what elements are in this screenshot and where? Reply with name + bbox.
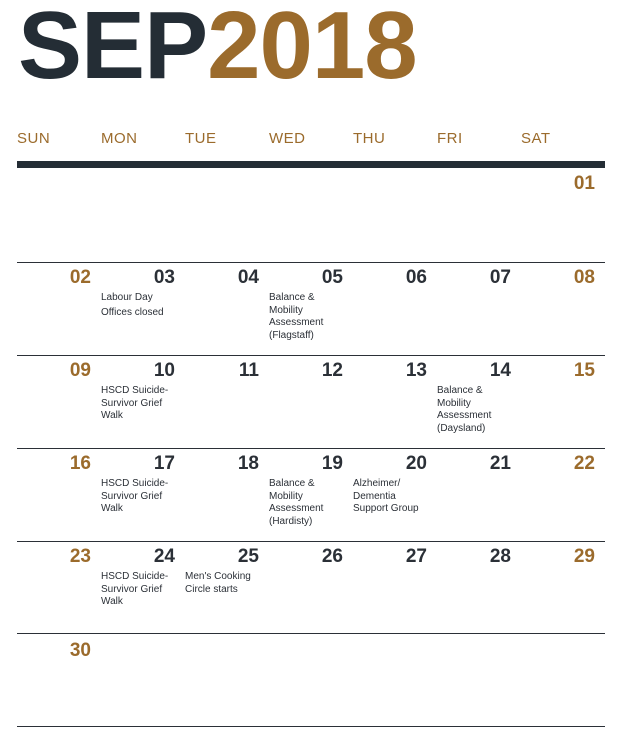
week-divider: [17, 262, 605, 263]
day-number: 10: [153, 360, 175, 381]
weekday-fri: FRI: [437, 130, 463, 147]
day-number: 06: [405, 267, 427, 288]
event-balance-mobility: [269, 478, 357, 528]
event-line: Offices closed: [101, 306, 164, 318]
day-number: 19: [321, 453, 343, 474]
event-line: Circle starts: [185, 583, 238, 595]
weekday-mon: MON: [101, 130, 138, 147]
day-number: 09: [69, 360, 91, 381]
week-divider: [17, 633, 605, 634]
year-label: 2018: [207, 0, 417, 99]
week-divider: [17, 541, 605, 542]
event-line: Balance &: [269, 292, 315, 303]
weekday-sun: SUN: [17, 130, 51, 147]
day-number: 04: [237, 267, 259, 288]
event-line: Dementia: [353, 490, 396, 502]
event-line: (Hardisty): [269, 515, 313, 527]
day-number: 17: [153, 453, 175, 474]
week-divider: [17, 726, 605, 727]
day-number: 03: [153, 267, 175, 288]
event-line: Mobility: [269, 304, 303, 316]
day-number: 05: [321, 267, 343, 288]
day-number: 28: [489, 546, 511, 567]
day-number: 01: [573, 173, 595, 194]
event-line: Balance &: [269, 478, 315, 489]
event-line: Assessment: [269, 317, 324, 328]
event-dementia-support: [353, 478, 441, 516]
day-number: 20: [405, 453, 427, 474]
event-balance-mobility: [269, 292, 357, 342]
day-number: 26: [321, 546, 343, 567]
week-divider: [17, 448, 605, 449]
month-label: SEP: [18, 0, 208, 99]
weekday-thu: THU: [353, 130, 386, 147]
day-number: 13: [405, 360, 427, 381]
day-number: 23: [69, 546, 91, 567]
event-line: Survivor Grief: [101, 583, 163, 595]
event-line: Support Group: [353, 503, 419, 514]
event-line: Survivor Grief: [101, 490, 163, 502]
weekday-tue: TUE: [185, 130, 217, 147]
day-number: 22: [573, 453, 595, 474]
event-grief-walk: [101, 385, 189, 423]
event-line: HSCD Suicide-: [101, 571, 169, 582]
day-number: 29: [573, 546, 595, 567]
weekday-sat: SAT: [521, 130, 551, 147]
event-line: Labour Day: [101, 292, 153, 303]
event-grief-walk: [101, 571, 189, 609]
event-line: Walk: [101, 503, 123, 514]
event-line: HSCD Suicide-: [101, 478, 169, 489]
event-line: (Daysland): [437, 422, 486, 434]
event-line: Walk: [101, 410, 123, 421]
event-line: Walk: [101, 596, 123, 607]
day-number: 08: [573, 267, 595, 288]
day-number: 16: [69, 453, 91, 474]
event-line: (Flagstaff): [269, 329, 314, 341]
day-number: 07: [489, 267, 511, 288]
event-line: Men's Cooking: [185, 571, 251, 582]
event-balance-mobility: [437, 385, 525, 435]
weekday-wed: WED: [269, 130, 306, 147]
day-number: 12: [321, 360, 343, 381]
day-number: 15: [573, 360, 595, 381]
event-line: Alzheimer/: [353, 478, 401, 489]
day-number: 02: [69, 267, 91, 288]
week-divider: [17, 355, 605, 356]
event-line: Balance &: [437, 385, 483, 396]
event-line: Assessment: [269, 503, 324, 514]
event-line: Mobility: [269, 490, 303, 502]
calendar-title: [18, 0, 417, 99]
day-number: 18: [237, 453, 259, 474]
event-line: HSCD Suicide-: [101, 385, 169, 396]
event-grief-walk: [101, 478, 189, 516]
day-number: 27: [405, 546, 427, 567]
event-cooking-circle: [185, 571, 273, 596]
header-divider-bar: [17, 161, 605, 168]
day-number: 21: [489, 453, 511, 474]
day-number: 25: [237, 546, 259, 567]
day-number: 11: [238, 360, 259, 381]
day-number: 14: [489, 360, 511, 381]
day-number: 30: [69, 640, 91, 661]
event-line: Survivor Grief: [101, 397, 163, 409]
event-labour-day: [101, 292, 189, 319]
event-line: Mobility: [437, 397, 471, 409]
day-number: 24: [153, 546, 175, 567]
event-line: Assessment: [437, 410, 492, 421]
